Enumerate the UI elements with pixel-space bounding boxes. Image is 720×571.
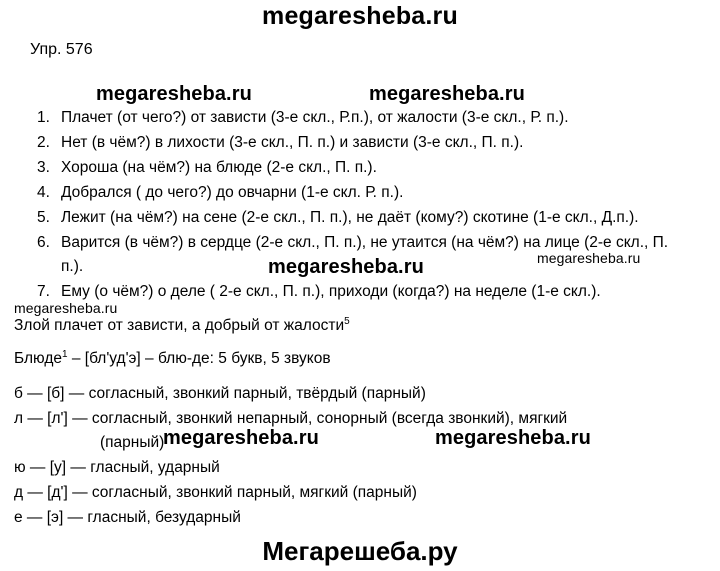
list-item: Лежит (на чём?) на сене (2-е скл., П. п.), не даёт (кому?) скотине (1-е скл., Д.п.). [61,209,639,226]
exercise-title: Упр. 576 [30,41,93,58]
word-analysis [14,350,331,368]
watermark: megaresheba.ru [537,250,641,266]
watermark: megaresheba.ru [369,83,525,105]
letter-analysis: б — [б] — согласный, звонкий парный, твёрдый (парный) [14,385,426,402]
footnote-marker: 1 [62,348,68,360]
list-number: 5. [37,209,50,226]
site-header: megaresheba.ru [262,2,458,30]
proverb-text: Злой плачет от зависти, а добрый от жалости [14,317,345,334]
list-item: Варится (в чём?) в сердце (2-е скл., П. п.), не утаится (на чём?) на лице (2-е скл., П. [61,234,669,251]
footnote-marker: 5 [344,315,350,327]
watermark: megaresheba.ru [96,83,252,105]
letter-analysis: ю — [у] — гласный, ударный [14,459,220,476]
list-number: 4. [37,184,50,201]
letter-analysis: д — [д'] — согласный, звонкий парный, мягкий (парный) [14,484,417,501]
list-number: 3. [37,159,50,176]
watermark: megaresheba.ru [435,427,591,449]
analyzed-word: Блюде [14,350,62,367]
list-item: Плачет (от чего?) от зависти (3-е скл., Р.п.), от жалости (3-е скл., Р. п.). [61,109,569,126]
transcription: – [бл'уд'э] – блю-де: 5 букв, 5 звуков [67,350,331,367]
watermark: megaresheba.ru [163,427,319,449]
proverb [14,317,350,335]
list-number: 7. [37,283,50,300]
list-item: Нет (в чём?) в лихости (3-е скл., П. п.) и зависти (3-е скл., П. п.). [61,134,524,151]
letter-analysis: е — [э] — гласный, безударный [14,509,241,526]
list-item-continuation: п.). [61,258,84,275]
watermark: megaresheba.ru [268,256,424,278]
list-number: 6. [37,234,50,251]
letter-analysis-continuation: (парный) [100,434,165,451]
list-item: Хороша (на чём?) на блюде (2-е скл., П. п.). [61,159,377,176]
list-number: 1. [37,109,50,126]
watermark: megaresheba.ru [14,300,118,316]
letter-analysis: л — [л'] — согласный, звонкий непарный, сонорный (всегда звонкий), мягкий [14,410,568,427]
site-footer: Мегарешеба.ру [262,536,458,566]
list-item: Ему (о чём?) о деле ( 2-е скл., П. п.), приходи (когда?) на неделе (1-е скл.). [61,283,601,300]
list-number: 2. [37,134,50,151]
list-item: Добрался ( до чего?) до овчарни (1-е скл. Р. п.). [61,184,404,201]
